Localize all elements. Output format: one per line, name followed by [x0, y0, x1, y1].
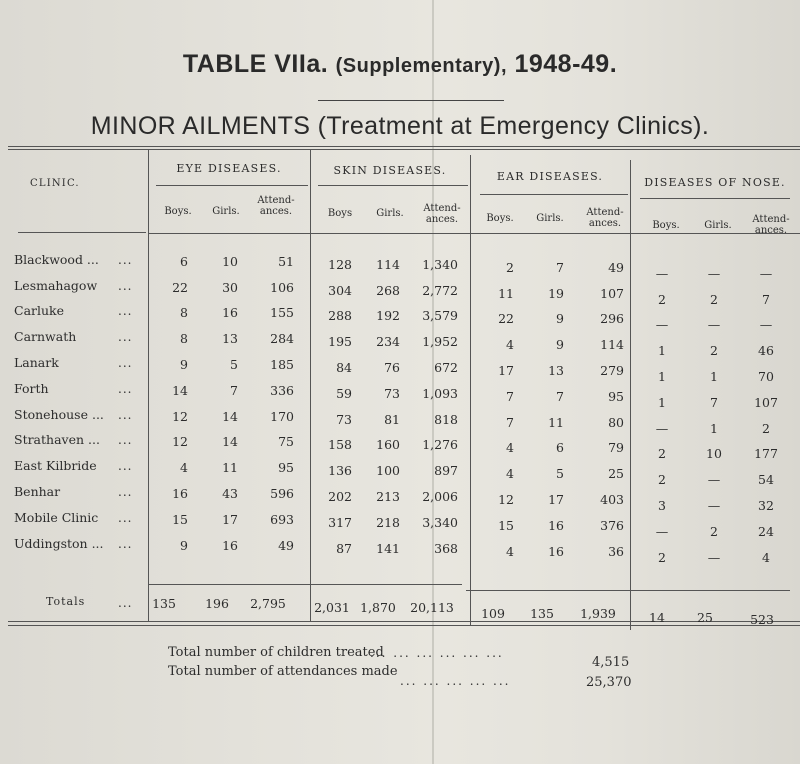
eye-cell: 95 [278, 460, 294, 475]
skin-total-cell: 2,031 [314, 600, 350, 615]
skin-cell: 73 [336, 412, 352, 427]
ear-cell: 95 [608, 389, 624, 404]
eye-diseases-header: EYE DISEASES. [176, 162, 282, 175]
nose-girls-header: Girls. [704, 220, 732, 231]
eye-cell: 8 [180, 331, 188, 346]
nose-cell: 24 [758, 524, 774, 539]
ear-cell: 16 [548, 544, 564, 559]
ear-cell: 11 [548, 415, 564, 430]
skin-cell: 218 [376, 515, 400, 530]
ear-cell: 9 [556, 311, 564, 326]
skin-cell: 195 [328, 334, 352, 349]
ear-cell: 4 [506, 466, 514, 481]
clinic-name: Carnwath [14, 329, 77, 344]
ear-attendances-header [578, 207, 632, 229]
eye-cell: 8 [180, 305, 188, 320]
nose-cell: 7 [762, 292, 770, 307]
nose-cell: 10 [706, 446, 722, 461]
ear-total-cell: 135 [530, 606, 554, 621]
nose-diseases-header: DISEASES OF NOSE. [644, 176, 786, 189]
ear-cell: 5 [556, 466, 564, 481]
clinic-header-rule [18, 232, 146, 233]
eye-cell: 12 [172, 434, 188, 449]
skin-attendances-header [414, 203, 470, 225]
ear-diseases-header: EAR DISEASES. [496, 170, 604, 183]
ear-cell: 7 [506, 415, 514, 430]
col-sep-eye [310, 150, 311, 622]
clinic-dots: ... [118, 433, 133, 447]
ear-cell: 296 [600, 311, 624, 326]
skin-cell: 1,276 [422, 437, 458, 452]
skin-cell: 128 [328, 257, 352, 272]
nose-cell: 2 [658, 446, 666, 461]
clinic-name: Stonehouse ... [14, 407, 104, 422]
ear-cell: 114 [600, 337, 624, 352]
ear-cell: 4 [506, 337, 514, 352]
nose-cell: 2 [710, 343, 718, 358]
ear-cell: 7 [556, 260, 564, 275]
summary-children-label: Total number of children treated [168, 645, 384, 660]
page-subtitle: MINOR AILMENTS (Treatment at Emergency Clinics). [90, 112, 710, 140]
skin-diseases-header: SKIN DISEASES. [333, 164, 447, 177]
ear-cell: 7 [506, 389, 514, 404]
ear-cell: 11 [498, 286, 514, 301]
skin-cell: 268 [376, 283, 400, 298]
eye-cell: 10 [222, 254, 238, 269]
title-supplementary: (Supplementary), [335, 55, 507, 77]
table-bottom-rule [8, 621, 800, 622]
eye-cell: 155 [270, 305, 294, 320]
nose-total-cell: 523 [750, 612, 774, 627]
nose-cell: 1 [658, 343, 666, 358]
ear-cell: 107 [600, 286, 624, 301]
eye-cell: 6 [180, 254, 188, 269]
clinic-name: Mobile Clinic [14, 510, 99, 525]
eye-group-rule [156, 185, 308, 186]
skin-boys-header: Boys [327, 208, 353, 219]
ear-cell: 79 [608, 440, 624, 455]
eye-cell: 7 [230, 383, 238, 398]
clinic-dots: ... [118, 382, 133, 396]
clinic-dots: ... [118, 537, 133, 551]
nose-cell: 46 [758, 343, 774, 358]
title-main: TABLE VIIa. [182, 50, 329, 78]
clinic-name: Lesmahagow [14, 278, 98, 293]
skin-cell: 202 [328, 489, 352, 504]
ear-cell: 6 [556, 440, 564, 455]
ear-cell: 16 [548, 518, 564, 533]
skin-cell: 87 [336, 541, 352, 556]
ear-cell: 13 [548, 363, 564, 378]
clinic-dots: ... [118, 330, 133, 344]
nose-cell: — [759, 317, 773, 332]
nose-cell: 2 [710, 292, 718, 307]
skin-total-cell: 20,113 [410, 600, 454, 615]
ear-cell: 49 [608, 260, 624, 275]
eye-cell: 170 [270, 409, 294, 424]
summary-attendances-value: 25,370 [586, 675, 632, 690]
nose-cell: — [707, 317, 721, 332]
ear-cell: 12 [498, 492, 514, 507]
ear-cell: 22 [498, 311, 514, 326]
nose-attend-line1: Attend- [752, 214, 790, 225]
page-title [0, 50, 800, 79]
ear-cell: 2 [506, 260, 514, 275]
ear-cell: 25 [608, 466, 624, 481]
nose-cell: — [707, 266, 721, 281]
skin-cell: 672 [434, 360, 458, 375]
eye-cell: 336 [270, 383, 294, 398]
eye-cell: 12 [172, 409, 188, 424]
col-sep-ear [630, 160, 631, 630]
nose-cell: 2 [658, 550, 666, 565]
clinic-dots: ... [118, 356, 133, 370]
eye-girls-header: Girls. [212, 206, 240, 217]
eye-cell: 13 [222, 331, 238, 346]
nose-boys-header: Boys. [652, 220, 680, 231]
skin-cell: 1,093 [422, 386, 458, 401]
eye-cell: 596 [270, 486, 294, 501]
nose-total-cell: 25 [697, 610, 713, 625]
nose-cell: — [707, 498, 721, 513]
eye-attend-line1: Attend- [257, 195, 295, 206]
nose-cell: 2 [658, 292, 666, 307]
skin-cell: 73 [384, 386, 400, 401]
eye-cell: 17 [222, 512, 238, 527]
clinic-dots: ... [118, 279, 133, 293]
ear-cell: 17 [498, 363, 514, 378]
col-sep-skin [470, 155, 471, 625]
skin-cell: 1,952 [422, 334, 458, 349]
ear-total-cell: 1,939 [580, 606, 616, 621]
skin-cell: 141 [376, 541, 400, 556]
totals-rule-left [148, 584, 462, 585]
nose-cell: 4 [762, 550, 770, 565]
clinic-dots: ... [118, 459, 133, 473]
nose-group-rule [640, 198, 790, 199]
eye-cell: 51 [278, 254, 294, 269]
nose-attend-line2: ances. [754, 225, 788, 236]
nose-cell: 1 [710, 421, 718, 436]
nose-cell: — [707, 472, 721, 487]
nose-cell: — [655, 266, 669, 281]
clinic-dots: ... [118, 485, 133, 499]
eye-total-cell: 196 [205, 596, 229, 611]
eye-cell: 185 [270, 357, 294, 372]
clinic-dots: ... [118, 253, 133, 267]
ear-cell: 9 [556, 337, 564, 352]
skin-cell: 160 [376, 437, 400, 452]
nose-cell: — [655, 524, 669, 539]
skin-cell: 76 [384, 360, 400, 375]
ear-attend-line1: Attend- [586, 207, 624, 218]
skin-attend-line2: ances. [425, 214, 459, 225]
eye-cell: 14 [172, 383, 188, 398]
nose-cell: 54 [758, 472, 774, 487]
eye-cell: 14 [222, 409, 238, 424]
skin-cell: 2,772 [422, 283, 458, 298]
skin-cell: 158 [328, 437, 352, 452]
skin-cell: 59 [336, 386, 352, 401]
skin-cell: 818 [434, 412, 458, 427]
skin-cell: 288 [328, 308, 352, 323]
clinic-header: CLINIC. [30, 178, 80, 189]
skin-girls-header: Girls. [376, 208, 404, 219]
nose-cell: 32 [758, 498, 774, 513]
clinic-name: Strathaven ... [14, 432, 100, 447]
nose-cell: — [655, 317, 669, 332]
clinic-dots: ... [118, 304, 133, 318]
clinic-dots: ... [118, 511, 133, 525]
skin-attend-line1: Attend- [423, 203, 461, 214]
ear-attend-line2: ances. [588, 218, 622, 229]
ear-cell: 4 [506, 544, 514, 559]
ear-boys-header: Boys. [486, 213, 514, 224]
totals-dots: ... [118, 596, 133, 610]
ear-cell: 376 [600, 518, 624, 533]
eye-cell: 11 [222, 460, 238, 475]
skin-cell: 136 [328, 463, 352, 478]
summary-children-dots: ... ... ... ... ... ... [370, 646, 504, 660]
skin-cell: 2,006 [422, 489, 458, 504]
nose-cell: 2 [762, 421, 770, 436]
ear-cell: 7 [556, 389, 564, 404]
eye-cell: 14 [222, 434, 238, 449]
clinic-name: Lanark [14, 355, 59, 370]
eye-cell: 284 [270, 331, 294, 346]
skin-total-cell: 1,870 [360, 600, 396, 615]
nose-cell: 177 [754, 446, 778, 461]
nose-cell: 7 [710, 395, 718, 410]
skin-cell: 213 [376, 489, 400, 504]
nose-cell: 1 [658, 369, 666, 384]
clinic-dots: ... [118, 408, 133, 422]
summary-attendances-label: Total number of attendances made [168, 664, 398, 679]
eye-cell: 693 [270, 512, 294, 527]
totals-label: Totals [46, 595, 86, 608]
skin-cell: 3,579 [422, 308, 458, 323]
skin-cell: 317 [328, 515, 352, 530]
ear-total-cell: 109 [481, 606, 505, 621]
col-sep-clinic [148, 150, 149, 622]
eye-cell: 4 [180, 460, 188, 475]
nose-cell: 107 [754, 395, 778, 410]
skin-cell: 1,340 [422, 257, 458, 272]
clinic-name: Uddingston ... [14, 536, 104, 551]
eye-cell: 43 [222, 486, 238, 501]
eye-attend-line2: ances. [259, 206, 293, 217]
eye-cell: 106 [270, 280, 294, 295]
ear-cell: 80 [608, 415, 624, 430]
skin-cell: 234 [376, 334, 400, 349]
summary-attendances-dots: ... ... ... ... ... [400, 674, 511, 688]
clinic-name: Forth [14, 381, 49, 396]
eye-cell: 9 [180, 357, 188, 372]
eye-attendances-header [248, 195, 304, 217]
table-top-rule-2 [8, 149, 800, 150]
nose-cell: 1 [710, 369, 718, 384]
eye-boys-header: Boys. [164, 206, 192, 217]
nose-cell: 3 [658, 498, 666, 513]
table-bottom-rule-2 [8, 625, 800, 626]
eye-cell: 75 [278, 434, 294, 449]
eye-total-cell: 135 [152, 596, 176, 611]
title-year: 1948-49. [514, 50, 618, 78]
nose-cell: 2 [658, 472, 666, 487]
nose-cell: 70 [758, 369, 774, 384]
eye-cell: 16 [172, 486, 188, 501]
header-bottom-rule [148, 233, 800, 234]
nose-cell: — [655, 421, 669, 436]
nose-cell: 2 [710, 524, 718, 539]
ear-cell: 4 [506, 440, 514, 455]
ear-cell: 15 [498, 518, 514, 533]
totals-rule-right [466, 590, 790, 591]
eye-cell: 16 [222, 538, 238, 553]
clinic-name: Blackwood ... [14, 252, 99, 267]
eye-cell: 16 [222, 305, 238, 320]
eye-cell: 15 [172, 512, 188, 527]
clinic-name: Benhar [14, 484, 61, 499]
eye-cell: 49 [278, 538, 294, 553]
skin-cell: 192 [376, 308, 400, 323]
eye-cell: 9 [180, 538, 188, 553]
skin-cell: 114 [376, 257, 400, 272]
nose-cell: — [759, 266, 773, 281]
ear-cell: 17 [548, 492, 564, 507]
skin-cell: 81 [384, 412, 400, 427]
skin-cell: 897 [434, 463, 458, 478]
ear-cell: 279 [600, 363, 624, 378]
skin-cell: 304 [328, 283, 352, 298]
skin-cell: 84 [336, 360, 352, 375]
skin-cell: 3,340 [422, 515, 458, 530]
ear-group-rule [480, 194, 628, 195]
eye-total-cell: 2,795 [250, 596, 286, 611]
table-top-rule [8, 146, 800, 147]
eye-cell: 5 [230, 357, 238, 372]
ear-cell: 19 [548, 286, 564, 301]
nose-cell: 1 [658, 395, 666, 410]
skin-cell: 100 [376, 463, 400, 478]
nose-cell: — [707, 550, 721, 565]
ear-girls-header: Girls. [536, 213, 564, 224]
ear-cell: 36 [608, 544, 624, 559]
skin-group-rule [318, 185, 468, 186]
eye-cell: 22 [172, 280, 188, 295]
eye-cell: 30 [222, 280, 238, 295]
clinic-name: East Kilbride [14, 458, 97, 473]
summary-children-value: 4,515 [592, 655, 630, 670]
skin-cell: 368 [434, 541, 458, 556]
title-underline [318, 100, 504, 101]
clinic-name: Carluke [14, 303, 65, 318]
nose-total-cell: 14 [649, 610, 665, 625]
ear-cell: 403 [600, 492, 624, 507]
nose-attendances-header [744, 214, 798, 236]
